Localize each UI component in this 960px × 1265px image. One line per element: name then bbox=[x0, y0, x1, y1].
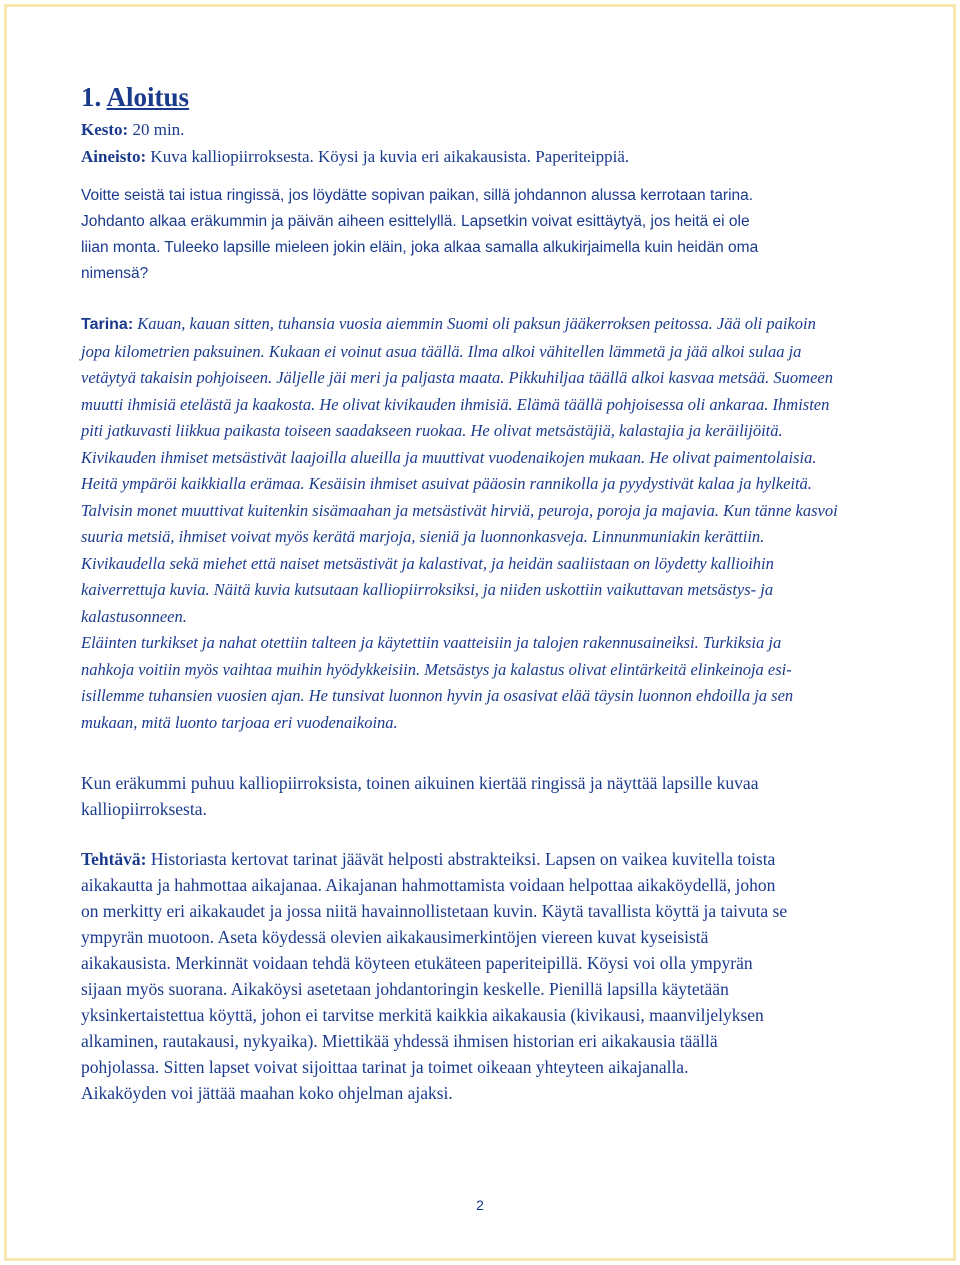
rock-art-paragraph bbox=[81, 770, 901, 822]
duration-line bbox=[81, 116, 901, 143]
story-line: kalastusonneen. bbox=[81, 606, 187, 626]
intro-line: liian monta. Tuleeko lapsille mieleen jokin eläin, joka alkaa samalla alkukirjaimella kuin heidän oma bbox=[81, 239, 759, 256]
story-line: isillemme tuhansien vuosien ajan. He tunsivat luonnon hyvin ja osasivat elää täysin luonnon ehdoilla ja sen bbox=[81, 686, 794, 705]
task-line: alkaminen, rautakausi, nykyaika). Miettikää yhdessä ihmisen historian eri aikakausia täällä bbox=[81, 1031, 718, 1051]
story-line: Heitä ympäröi kaikkialla erämaa. Kesäisin ihmiset asuivat pääosin rannikolla ja pyydystivät kalaa ja hylkeitä. bbox=[81, 474, 812, 493]
task-line: ympyrän muotoon. Aseta köydessä olevien aikakausimerkintöjen viereen kuvat kyseisistä bbox=[81, 927, 709, 947]
intro-paragraph bbox=[81, 183, 901, 287]
rock-art-line: Kun eräkummi puhuu kalliopiirroksista, toinen aikuinen kiertää ringissä ja näyttää lapsille kuvaa bbox=[81, 773, 759, 793]
section-title: Aloitus bbox=[106, 82, 190, 112]
section-number: 1. bbox=[81, 82, 102, 112]
intro-line: Johdanto alkaa eräkummin ja päivän aiheen esittelyllä. Lapsetkin voivat esittäytyä, jos heitä ei ole bbox=[81, 213, 750, 230]
task-line: aikakausista. Merkinnät voidaan tehdä köyteen etukäteen paperiteipillä. Köysi voi olla ympyrän bbox=[81, 953, 753, 973]
task-line: pohjolassa. Sitten lapset voivat sijoittaa tarinat ja toimet oikeaan yhteyteen aikajanalla. bbox=[81, 1057, 689, 1077]
materials-line bbox=[81, 143, 901, 170]
story-line: nahkoja voitiin myös vaihtaa muihin hyödykkeisiin. Metsästys ja kalastus olivat elintärkeitä elinkeinoja esi- bbox=[81, 659, 792, 679]
story-line: Eläinten turkikset ja nahat otettiin talteen ja käytettiin vaatteisiin ja talojen rakennusaineiksi. Turkiksia ja bbox=[81, 633, 782, 652]
story-line: muutti ihmisiä etelästä ja kaakosta. He olivat kivikauden ihmisiä. Elämä täällä pohjoisessa oli ankaraa. Ihmisten bbox=[81, 394, 830, 414]
story-line: vetäytyä takaisin pohjoiseen. Jäljelle jäi meri ja paljasta maata. Pikkuhiljaa täällä alkoi kasvaa metsää. Suomeen bbox=[81, 368, 833, 387]
task-line-first bbox=[81, 846, 901, 872]
story-line: kaiverrettuja kuvia. Näitä kuvia kutsutaan kalliopiirroksiksi, ja niiden uskottiin vaikuttavan metsästys- ja bbox=[81, 580, 774, 599]
story-line-first bbox=[81, 311, 901, 339]
task-paragraph bbox=[81, 846, 901, 1106]
intro-line: nimensä? bbox=[81, 265, 149, 282]
document-body bbox=[81, 82, 901, 1106]
story-line: piti jatkuvasti liikkua paikasta toiseen saadakseen ruokaa. He olivat metsästäjiä, kalastajia ja keräilijöitä. bbox=[81, 421, 783, 440]
story-line: mukaan, mitä luonto tarjoaa eri vuodenaikoina. bbox=[81, 712, 398, 732]
story-line: Kivikaudella sekä miehet että naiset metsästivät ja kalastivat, ja heidän saaliistaan on löydetty kallioihin bbox=[81, 553, 774, 573]
task-line: Historiasta kertovat tarinat jäävät helposti abstrakteiksi. Lapsen on vaikea kuvitella toista bbox=[150, 849, 776, 869]
rock-art-line: kalliopiirroksesta. bbox=[81, 799, 207, 819]
task-line: sijaan myös suorana. Aikaköysi asetetaan johdantoringin keskelle. Pienillä lapsilla käytetään bbox=[81, 979, 729, 999]
duration-label: Kesto: bbox=[81, 120, 129, 139]
intro-line: Voitte seistä tai istua ringissä, jos löydätte sopivan paikan, sillä johdannon alussa kerrotaan tarina. bbox=[81, 187, 754, 204]
page-number: 2 bbox=[476, 1197, 484, 1213]
task-line: Aikaköyden voi jättää maahan koko ohjelman ajaksi. bbox=[81, 1083, 453, 1103]
section-heading bbox=[81, 82, 901, 112]
story-line: jopa kilometrien paksuinen. Kukaan ei voinut asua täällä. Ilma alkoi vähitellen lämmetä ja jää alkoi sulaa ja bbox=[81, 341, 802, 361]
task-label: Tehtävä: bbox=[81, 849, 147, 869]
story-label: Tarina: bbox=[81, 316, 134, 333]
task-line: on merkitty eri aikakaudet ja jossa niitä havainnollistetaan kuvin. Käytä tavallista köyttä ja taivuta se bbox=[81, 901, 788, 921]
story-line: Kivikauden ihmiset metsästivät laajoilla alueilla ja muuttivat vuodenaikojen mukaan. He olivat paimentolaisia. bbox=[81, 447, 817, 467]
story-line: suuria metsiä, ihmiset voivat myös kerätä marjoja, sieniä ja luonnonkasveja. Linnunmuniakin kerättiin. bbox=[81, 527, 765, 546]
materials-label: Aineisto: bbox=[81, 147, 147, 166]
materials-value: Kuva kalliopiirroksesta. Köysi ja kuvia eri aikakausista. Paperiteippiä. bbox=[150, 147, 630, 166]
story-line: Talvisin monet muuttivat kuitenkin sisämaahan ja metsästivät hirviä, peuroja, poroja ja majavia. Kun tänne kasvoi bbox=[81, 500, 838, 520]
task-line: aikakautta ja hahmottaa aikajanaa. Aikajanan hahmottamista voidaan helpottaa aikaköydellä, johon bbox=[81, 875, 776, 895]
story-paragraph bbox=[81, 311, 901, 736]
task-line: yksinkertaistettua köyttä, johon ei tarvitse merkitä kaikkia aikakausia (kivikausi, maanviljelyksen bbox=[81, 1005, 764, 1025]
duration-value: 20 min. bbox=[132, 120, 185, 139]
story-line: Kauan, kauan sitten, tuhansia vuosia aiemmin Suomi oli paksun jääkerroksen peitossa. Jää oli paikoin bbox=[137, 314, 816, 333]
